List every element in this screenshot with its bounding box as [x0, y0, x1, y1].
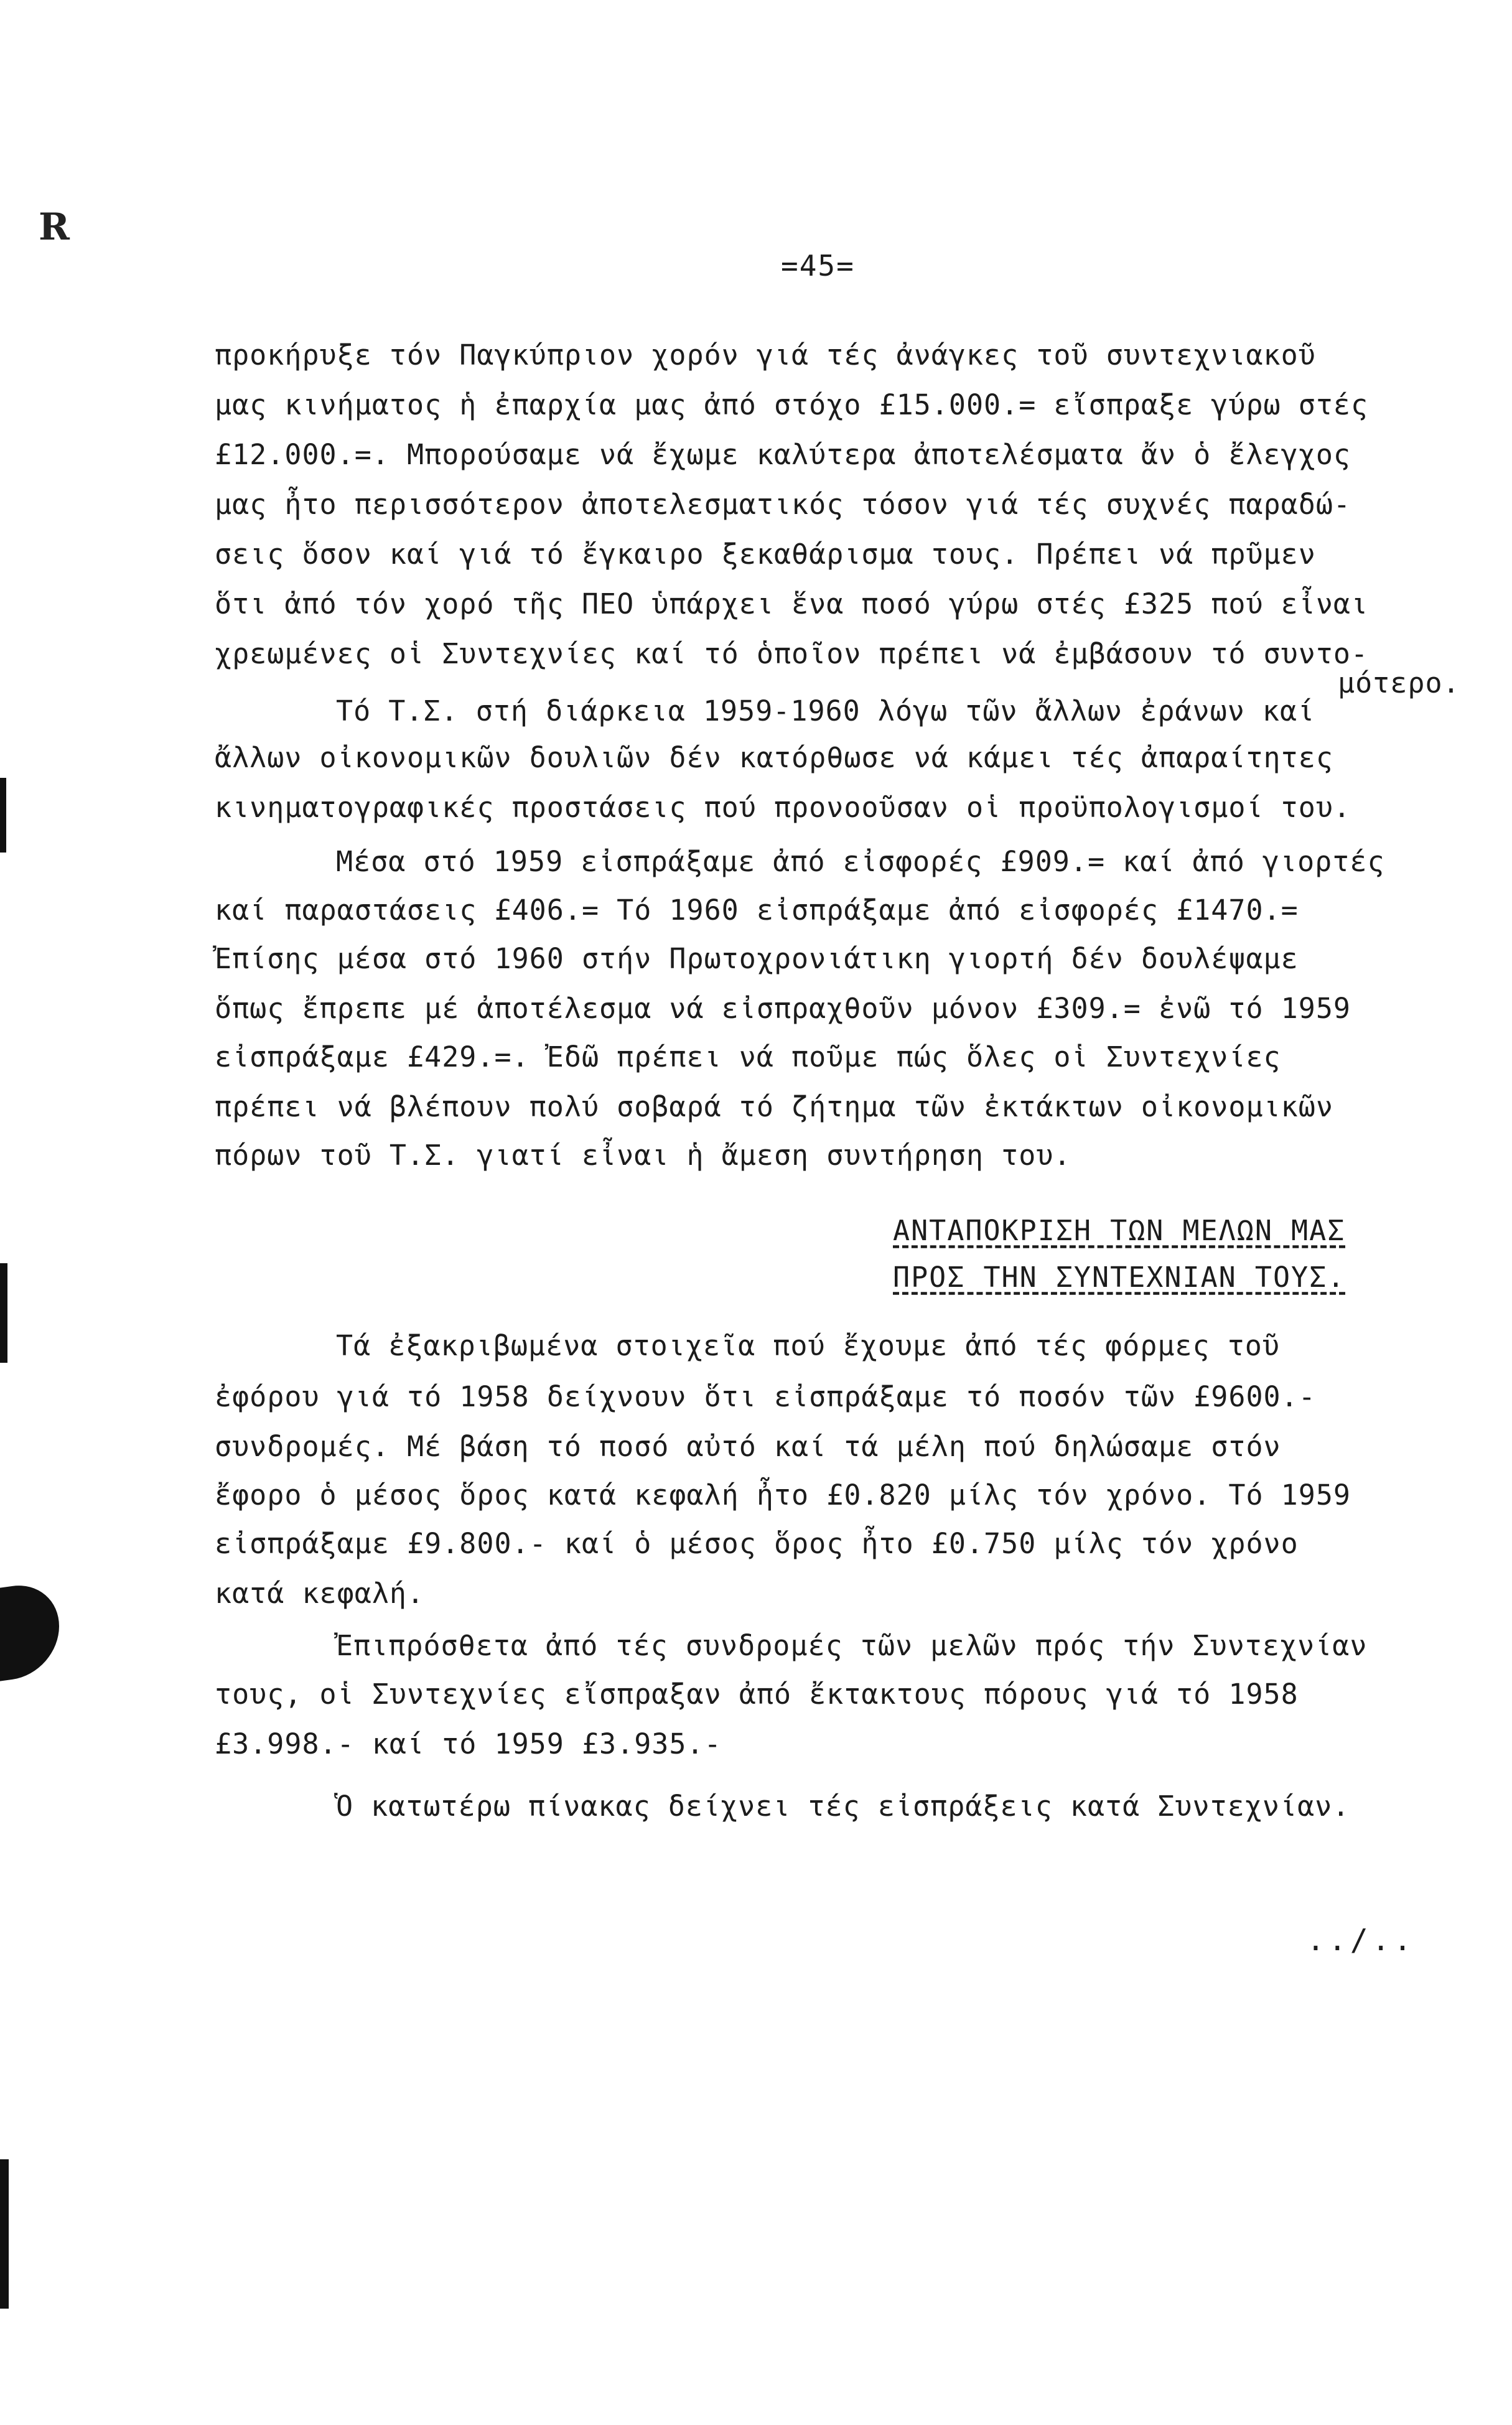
section-heading-line-1: ΑΝΤΑΠΟΚΡΙΣΗ ΤΩΝ ΜΕΛΩΝ ΜΑΣ	[893, 1214, 1346, 1247]
text-line: τους, οἱ Συντεχνίες εἴσπραξαν ἀπό ἔκτακτους πόρους γιά τό 1958	[215, 1678, 1299, 1711]
margin-mark: R	[39, 205, 70, 249]
text-line: £3.998.- καί τό 1959 £3.935.-	[215, 1727, 722, 1760]
text-line: ὅπως ἔπρεπε μέ ἀποτέλεσμα νά εἰσπραχθοῦν μόνον £309.= ἐνῶ τό 1959	[215, 992, 1351, 1025]
text-line: μας κινήματος ἡ ἐπαρχία μας ἀπό στόχο £15.000.= εἴσπραξε γύρω στές	[215, 388, 1369, 421]
text-line: ἄλλων οἰκονομικῶν δουλιῶν δέν κατόρθωσε νά κάμει τές ἀπαραίτητες	[215, 741, 1333, 774]
text-line: Ἐπίσης μέσα στό 1960 στήν Πρωτοχρονιάτικη γιορτή δέν δουλέψαμε	[215, 942, 1299, 975]
continuation-mark: ../..	[1307, 1923, 1416, 1958]
text-line: Μέσα στό 1959 εἰσπράξαμε ἀπό εἰσφορές £909.= καί ἀπό γιορτές	[336, 845, 1385, 878]
scan-edge-artifact	[0, 1263, 7, 1363]
text-line: Ὁ κατωτέρω πίνακας δείχνει τές εἰσπράξεις κατά Συντεχνίαν.	[336, 1790, 1350, 1823]
text-line: Τά ἐξακριβωμένα στοιχεῖα πού ἔχουμε ἀπό τές φόρμες τοῦ	[336, 1329, 1280, 1362]
text-line: μας ἦτο περισσότερον ἀποτελεσματικός τόσον γιά τές συχνές παραδώ-	[215, 488, 1351, 521]
text-line: κινηματογραφικές προστάσεις πού προνοοῦσαν οἱ προϋπολογισμοί του.	[215, 791, 1351, 824]
text-line: Τό Τ.Σ. στή διάρκεια 1959-1960 λόγω τῶν ἄλλων ἐράνων καί	[336, 694, 1315, 727]
text-line: σεις ὅσον καί γιά τό ἔγκαιρο ξεκαθάρισμα τους. Πρέπει νά πρῦμεν	[215, 538, 1316, 571]
page-number: =45=	[781, 249, 855, 283]
section-heading-line-2: ΠΡΟΣ ΤΗΝ ΣΥΝΤΕΧΝΙΑΝ ΤΟΥΣ.	[893, 1261, 1346, 1294]
text-line: προκήρυξε τόν Παγκύπριον χορόν γιά τές ἀνάγκες τοῦ συντεχνιακοῦ	[215, 339, 1316, 371]
text-line: πόρων τοῦ Τ.Σ. γιατί εἶναι ἡ ἄμεση συντήρηση του.	[215, 1139, 1071, 1172]
text-line: καί παραστάσεις £406.= Τό 1960 εἰσπράξαμε ἀπό εἰσφορές £1470.=	[215, 894, 1299, 927]
text-line: πρέπει νά βλέπουν πολύ σοβαρά τό ζήτημα τῶν ἐκτάκτων οἰκονομικῶν	[215, 1090, 1333, 1123]
text-line: £12.000.=. Μπορούσαμε νά ἔχωμε καλύτερα ἀποτελέσματα ἄν ὁ ἔλεγχος	[215, 438, 1351, 471]
text-line: κατά κεφαλή.	[215, 1577, 425, 1610]
text-line: εἰσπράξαμε £9.800.- καί ὁ μέσος ὅρος ἦτο £0.750 μίλς τόν χρόνο	[215, 1527, 1299, 1560]
text-line: εἰσπράξαμε £429.=. Ἐδῶ πρέπει νά ποῦμε πώς ὅλες οἱ Συντεχνίες	[215, 1040, 1281, 1073]
text-line: συνδρομές. Μέ βάση τό ποσό αὐτό καί τά μέλη πού δηλώσαμε στόν	[215, 1430, 1281, 1463]
scan-edge-artifact	[0, 778, 6, 853]
text-line: χρεωμένες οἱ Συντεχνίες καί τό ὁποῖον πρέπει νά ἐμβάσουν τό συντο-	[215, 637, 1369, 670]
text-line: ὅτι ἀπό τόν χορό τῆς ΠΕΟ ὑπάρχει ἕνα ποσό γύρω στές £325 πού εἶναι	[215, 587, 1369, 620]
punch-hole-artifact	[0, 1579, 59, 1681]
text-line: Ἐπιπρόσθετα ἀπό τές συνδρομές τῶν μελῶν πρός τήν Συντεχνίαν	[336, 1629, 1368, 1662]
scan-edge-artifact	[0, 2159, 9, 2309]
text-line: ἐφόρου γιά τό 1958 δείχνουν ὅτι εἰσπράξαμε τό ποσόν τῶν £9600.-	[215, 1380, 1316, 1413]
text-line: ἔφορο ὁ μέσος ὅρος κατά κεφαλή ἦτο £0.820 μίλς τόν χρόνο. Τό 1959	[215, 1479, 1351, 1512]
text-line: μότερο.	[1338, 666, 1460, 699]
